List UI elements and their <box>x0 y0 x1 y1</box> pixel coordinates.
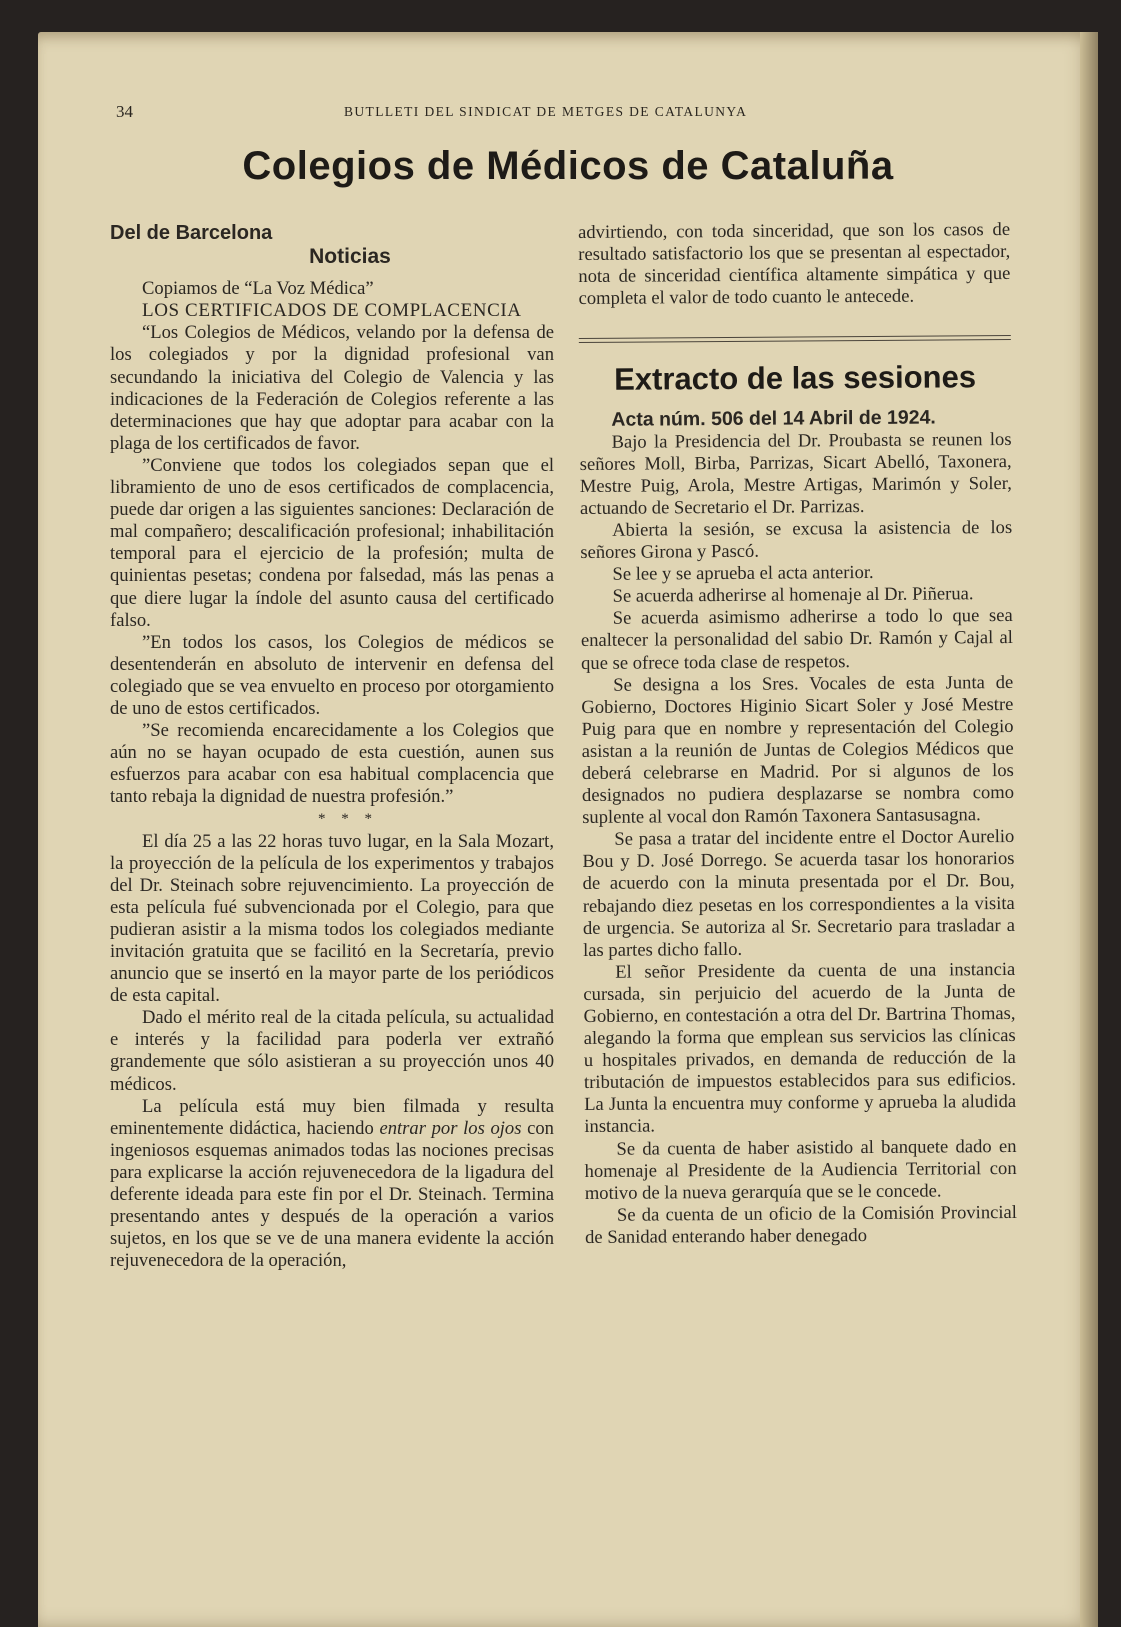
section-heading: Del de Barcelona <box>110 222 273 244</box>
running-title: BUTLLETI DEL SINDICAT DE METGES DE CATALUNYA <box>344 104 748 119</box>
paragraph: Se acuerda asimismo adherirse a todo lo que sea enaltecer la personalidad del sabio Dr. Ramón y Cajal al que se ofrece toda clase de respetos. <box>580 605 1013 674</box>
paragraph: ”En todos los casos, los Colegios de médicos se desentenderán en absoluto de intervenir en defensa del colegiado que se vea envuelto en proceso por otorgamiento de uno de estos certificados. <box>110 631 554 719</box>
page-number: 34 <box>116 102 133 121</box>
paragraph: Abierta la sesión, se excusa la asistencia de los señores Girona y Pascó. <box>580 516 1013 564</box>
text-run: La película está muy bien filmada y resulta eminentemente didáctica, haciendo <box>110 1095 554 1139</box>
paragraph: El señor Presidente da cuenta de una instancia cursada, sin perjuicio del acuerdo de la Junta de Gobierno, en contestación a otra del Dr. Bartrina Thomas, alegando la forma que emplean sus servicios las clínicas u hospitales privados, en demanda de reducción de la tributación de impuestos establecidos para sus edificios. La Junta la encuentra muy conforme y aprueba la aludida instancia. <box>583 958 1017 1138</box>
paragraph: Bajo la Presidencia del Dr. Proubasta se reunen los señores Moll, Birba, Parrizas, Sicart Abelló, Taxonera, Mestre Puig, Arola, Mestre Artigas, Marimón y Soler, actuando de Secretario el Dr. Parrizas. <box>579 428 1012 519</box>
paragraph: Se da cuenta de un oficio de la Comisión Provincial de Sanidad enterando haber denegado <box>585 1201 1017 1248</box>
paragraph: ”Conviene que todos los colegiados sepan que el libramiento de uno de esos certificados de complacencia, puede dar origen a las siguientes sanciones: Declaración de mal compañero; descalificación profesional; inhabilitación temporal para el ejercicio de la profesión; multa de quinientas pesetas; condena por falsedad, más las penas a que diere lugar la índole del asunto causa del certificado falso. <box>110 454 554 631</box>
paragraph-mixed <box>110 1096 554 1273</box>
page-header <box>116 104 836 124</box>
paragraph: Dado el mérito real de la citada película, su actualidad e interés y la facilidad para poderla ver extrañó grandemente que sólo asistieran a su proyección unos 40 médicos. <box>110 1007 554 1095</box>
acta-heading: Acta núm. 506 del 14 Abril de 1924. <box>611 406 936 432</box>
continuation-paragraph: advirtiendo, con toda sinceridad, que son los casos de resultado satisfactorio los que se presentan al espectador, nota de sinceridad científica altamente simpática y que completa el valor de todo cuanto le antecede. <box>578 218 1011 310</box>
section-title: Extracto de las sesiones <box>614 359 977 398</box>
paragraph: El día 25 a las 22 horas tuvo lugar, en la Sala Mozart, la proyección de la película de los experimentos y trabajos del Dr. Steinach sobre rejuvencimiento. La proyección de esta película fué subvencionada por el Colegio, para que pudieran asistir a la misma todos los colegiados mediante invitación gratuita que se facilitó en la Secretaría, previo anuncio que se insertó en la mayor parte de los periódicos de esta capital. <box>110 830 554 1007</box>
paragraph: Se da cuenta de haber asistido al banquete dado en homenaje al Presidente de la Audiencia Territorial con motivo de la nueva gerarquía que se le concede. <box>584 1135 1017 1204</box>
text-run: con ingeniosos esquemas animados todas las nociones precisas para explicarse la acción rejuvenecedora de la ligadura del deferente ideada para este fin por el Dr. Steinach. Termina presentando antes y después de la operación a varios sujetos, en los que se ve de una manera evidente la acción rejuvenecedora de la operación, <box>110 1117 554 1272</box>
paragraph: Se pasa a tratar del incidente entre el Doctor Aurelio Bou y D. José Dorrego. Se acuerda tasar los honorarios de acuerdo con la minuta presentada por el Dr. Bou, rebajando diez pesetas en los correspondientes a la visita de urgencia. Se autoriza al Sr. Secretario para trasladar a las partes dicho fallo. <box>582 826 1015 961</box>
paragraph: Se lee y se aprueba el acta anterior. <box>612 562 874 585</box>
separator-stars: * * * <box>318 811 378 828</box>
source-line: Copiamos de “La Voz Médica” <box>142 278 374 300</box>
paragraph: Se acuerda adherirse al homenaje al Dr. Piñerua. <box>612 583 974 607</box>
double-rule <box>579 335 1011 343</box>
article-title: LOS CERTIFICADOS DE COMPLACENCIA <box>142 300 522 322</box>
main-title: Colegios de Médicos de Cataluña <box>242 144 894 188</box>
page-edge-shadow <box>1080 32 1098 1627</box>
paragraph: “Los Colegios de Médicos, velando por la defensa de los colegiados y por la dignidad profesional van secundando la iniciativa del Colegio de Valencia y las indicaciones de la Federación de Colegios referente a las determinaciones que hay que adoptar para acabar con la plaga de los certificados de favor. <box>110 322 554 454</box>
subheading: Noticias <box>309 245 391 269</box>
right-column <box>578 219 1017 1249</box>
left-column <box>110 222 554 1272</box>
paragraph: Se designa a los Sres. Vocales de esta Junta de Gobierno, Doctores Higinio Sicart Soler y José Mestre Puig para que en nombre y representación del Colegio asistan a la reunión de Juntas de Colegios Médicos que deberá celebrarse en Madrid. Por si algunos de los designados no pudiera desplazarse se nombra como suplente al vocal don Ramón Taxonera Santasusagna. <box>581 671 1015 829</box>
paragraph: ”Se recomienda encarecidamente a los Colegios que aún no se hayan ocupado de esta cuestión, aunen sus esfuerzos para acabar con esa habitual complacencia que tanto rebaja la dignidad de nuestra profesión.” <box>110 720 554 808</box>
document-page <box>38 32 1098 1627</box>
italic-phrase: entrar por los ojos <box>379 1117 522 1139</box>
